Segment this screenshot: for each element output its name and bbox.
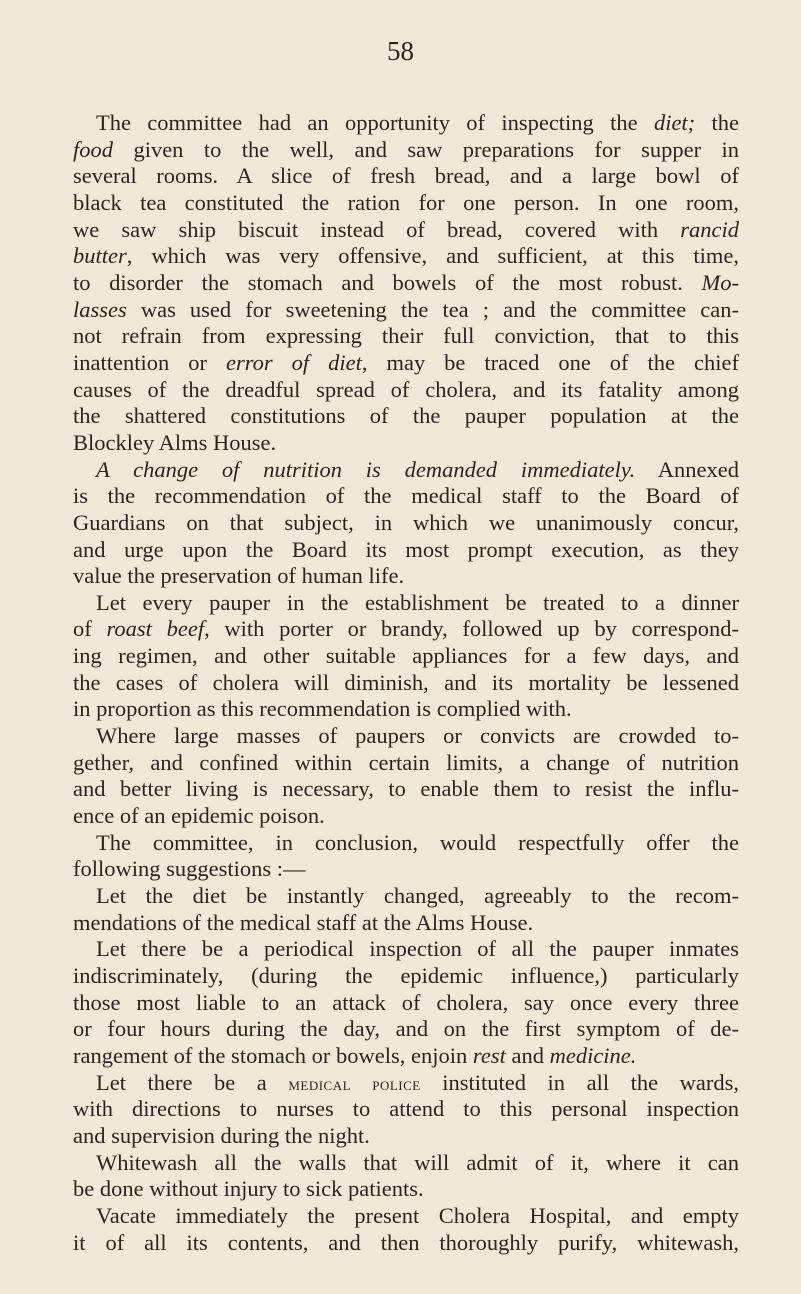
text-line [73, 590, 739, 617]
text-line [73, 297, 739, 324]
text-run: instituted in all the wards, [420, 1069, 739, 1095]
text-run: and [505, 1042, 550, 1068]
text-run: was used for sweetening the tea ; and the committee can- [126, 296, 739, 322]
text-line [73, 963, 739, 990]
text-line [73, 403, 739, 430]
text-run: it of all its contents, and then thoroughly purify, whitewash, [73, 1229, 739, 1255]
text-line [73, 696, 739, 723]
text-run: is the recommendation of the medical staff to the Board of [73, 483, 739, 509]
text-run: Annexed [635, 456, 740, 482]
text-run: Blockley Alms House. [73, 429, 277, 455]
italic-text: error of diet [225, 349, 362, 375]
text-line [73, 323, 739, 350]
italic-text: diet; [653, 110, 696, 135]
text-line [73, 190, 739, 217]
text-line [73, 856, 739, 883]
text-run: not refrain from expressing their full conviction, that to this [73, 323, 739, 349]
text-run: and better living is necessary, to enable them to resist the influ- [73, 776, 739, 802]
text-line [73, 110, 739, 137]
italic-text: Mo- [701, 269, 739, 295]
text-run: Let there be a periodical inspection of all the pauper inmates [96, 936, 739, 962]
text-line [73, 1203, 739, 1230]
text-run: The committee had an opportunity of inspecting the [96, 110, 654, 135]
text-run: black tea constituted the ration for one person. In one room, [73, 189, 739, 215]
text-run: Let there be a [96, 1069, 289, 1095]
text-run: mendations of the medical staff at the Alms House. [73, 909, 534, 935]
text-line [73, 377, 739, 404]
text-run: , may be traced one of the chief [361, 349, 739, 375]
text-run: value the preservation of human life. [73, 563, 405, 589]
text-run: the cases of cholera will diminish, and its mortality be lessened [73, 669, 739, 695]
text-line [73, 803, 739, 830]
text-run: ing regimen, and other suitable appliances for a few days, and [73, 643, 739, 669]
text-line [73, 1016, 739, 1043]
text-run: rangement of the stomach or bowels, enjoin [73, 1042, 473, 1068]
text-run: ence of an epidemic poison. [73, 803, 325, 829]
text-line [73, 1230, 739, 1257]
text-run: given to the well, and saw preparations for supper in [113, 136, 739, 162]
text-line [73, 1150, 739, 1177]
italic-text: rancid [680, 216, 739, 242]
text-line [73, 270, 739, 297]
text-line [73, 776, 739, 803]
text-run: Guardians on that subject, in which we unanimously concur, [73, 509, 739, 535]
text-run: the shattered constitutions of the pauper population at the [73, 403, 739, 429]
text-run: , with porter or brandy, followed up by correspond- [204, 616, 739, 642]
text-run: The committee, in conclusion, would respectfully offer the [96, 829, 739, 855]
small-caps-text: medical police [288, 1073, 421, 1095]
text-run: the [695, 110, 739, 135]
text-line [73, 483, 739, 510]
text-line [73, 990, 739, 1017]
italic-text: butter [73, 243, 127, 269]
text-line [73, 883, 739, 910]
text-run: of [73, 616, 107, 642]
text-line [73, 1096, 739, 1123]
italic-text: A change of nutrition is demanded immediately. [96, 456, 636, 482]
text-line [73, 350, 739, 377]
text-run: gether, and confined within certain limits, a change of nutrition [73, 749, 739, 775]
text-run: inattention or [73, 349, 226, 375]
text-run: Vacate immediately the present Cholera Hospital, and empty [96, 1202, 739, 1228]
text-line [73, 1123, 739, 1150]
text-run: be done without injury to sick patients. [73, 1176, 424, 1202]
text-line [73, 830, 739, 857]
text-run: several rooms. A slice of fresh bread, and a large bowl of [73, 163, 739, 189]
text-run: and supervision during the night. [73, 1122, 370, 1148]
text-run: to disorder the stomach and bowels of the most robust. [73, 269, 702, 295]
text-run: Let every pauper in the establishment be treated to a dinner [96, 589, 739, 615]
italic-text: food [73, 136, 114, 162]
text-line [73, 163, 739, 190]
text-run: those most liable to an attack of cholera, say once every three [73, 989, 739, 1015]
text-line [73, 137, 739, 164]
text-run: Whitewash all the walls that will admit of it, where it can [96, 1149, 739, 1175]
text-line [73, 430, 739, 457]
text-run: or four hours during the day, and on the first symptom of de- [73, 1016, 739, 1042]
text-line [73, 1176, 739, 1203]
text-run: following suggestions :— [73, 856, 306, 882]
text-line [73, 616, 739, 643]
page-number: 58 [387, 36, 414, 66]
text-line [73, 936, 739, 963]
text-line [73, 510, 739, 537]
text-line [73, 217, 739, 244]
text-line [73, 457, 739, 484]
text-line [73, 643, 739, 670]
text-run: with directions to nurses to attend to this personal inspection [73, 1096, 739, 1122]
text-line [73, 723, 739, 750]
text-line [73, 1070, 739, 1097]
italic-text: roast beef [106, 616, 205, 642]
text-line [73, 563, 739, 590]
text-line [73, 1043, 739, 1070]
text-run: Let the diet be instantly changed, agreeably to the recom- [96, 883, 739, 909]
text-line [73, 243, 739, 270]
italic-text: medicine. [549, 1042, 637, 1068]
text-line [73, 750, 739, 777]
text-run: indiscriminately, (during the epidemic influence,) particularly [73, 963, 739, 988]
text-run: causes of the dreadful spread of cholera, and its fatality among [73, 376, 739, 402]
text-run: Where large masses of paupers or convicts are crowded to- [96, 723, 739, 749]
text-run: and urge upon the Board its most prompt execution, as they [73, 536, 739, 562]
text-line [73, 670, 739, 697]
text-run: , which was very offensive, and sufficient, at this time, [126, 243, 739, 269]
text-run: we saw ship biscuit instead of bread, covered with [73, 216, 681, 242]
text-line [73, 537, 739, 564]
italic-text: rest [472, 1042, 506, 1068]
italic-text: lasses [73, 296, 127, 322]
body-text [73, 110, 739, 1256]
text-run: in proportion as this recommendation is complied with. [73, 696, 572, 722]
text-line [73, 910, 739, 937]
